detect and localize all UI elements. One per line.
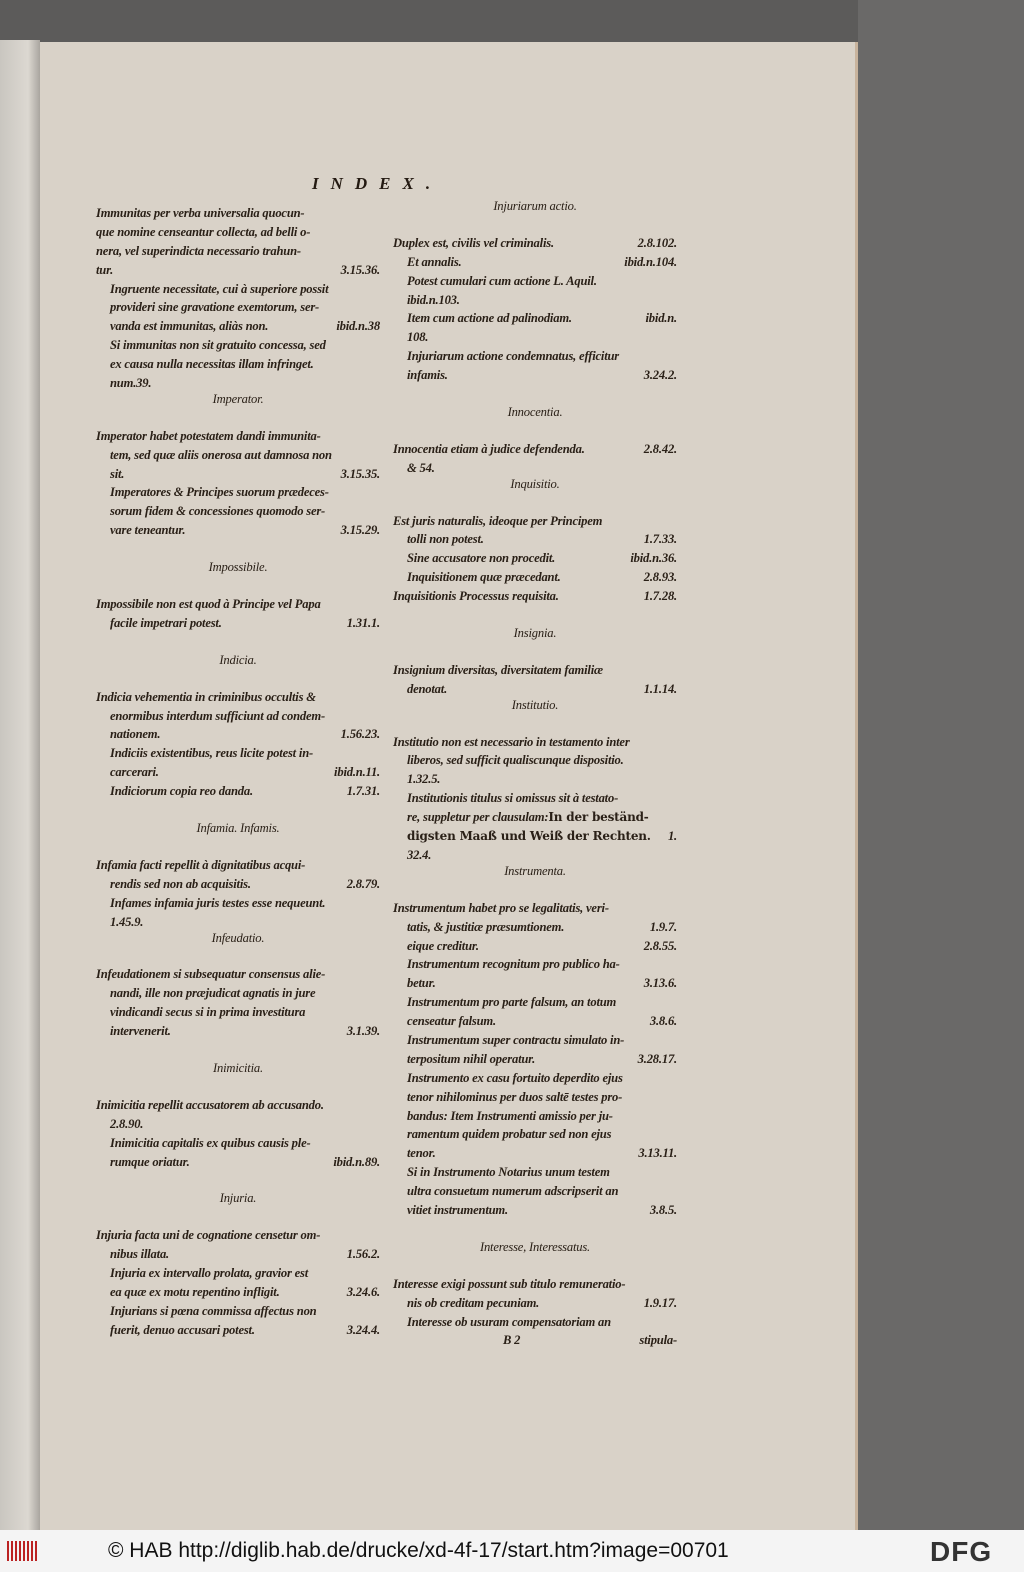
entry-reference: ibid.n.36.: [630, 551, 677, 566]
entry-reference: 1.56.2.: [346, 1247, 380, 1262]
index-entry-line: [393, 1012, 677, 1031]
entry-text: Interesse ob usuram compensatoriam an: [407, 1314, 611, 1329]
entry-text: Potest cumulari cum actione L. Aquil.: [407, 273, 597, 288]
index-entry-line: [393, 587, 677, 606]
index-entry-line: [96, 1264, 380, 1283]
entry-text: Est juris naturalis, ideoque per Principem: [393, 513, 603, 528]
entry-text: Imperatores & Principes suorum prædeces-: [110, 485, 329, 500]
entry-text: Inquisitionem quæ præcedant.: [407, 570, 561, 585]
index-entry-line: [96, 521, 380, 540]
entry-text: bandus: Item Instrumenti amissio per ju-: [407, 1108, 613, 1123]
index-entry-line: [96, 595, 380, 614]
entry-text: Indiciis existentibus, reus licite potest in-: [110, 746, 314, 761]
index-entry-line: [96, 242, 380, 261]
entry-text: Si immunitas non sit gratuito concessa, sed: [110, 338, 326, 353]
index-entry-line: [393, 808, 677, 827]
entry-text: 1.45.9.: [110, 914, 144, 929]
index-entry-line: [96, 782, 380, 801]
entry-text: vindicandi secus si in prima investitura: [110, 1005, 306, 1020]
index-heading: Infeudatio.: [211, 930, 265, 945]
index-entry-line: [393, 272, 677, 291]
index-entry-line: [393, 1275, 677, 1294]
index-entry-line: [96, 1115, 380, 1134]
index-entry-line: [393, 1182, 677, 1201]
entry-text: Inimicitia repellit accusatorem ab accusando.: [96, 1097, 324, 1112]
entry-text: Duplex est, civilis vel criminalis.: [393, 235, 554, 250]
index-entry-line: [96, 1153, 380, 1172]
index-entry-line: [96, 1134, 380, 1153]
entry-text: tolli non potest.: [407, 532, 484, 547]
index-entry-line: [96, 744, 380, 763]
entry-text: Infames infamia juris testes esse nequeunt.: [110, 895, 326, 910]
index-heading: Instrumenta.: [504, 863, 566, 878]
entry-text: Imperator habet potestatem dandi immunita-: [96, 428, 321, 443]
entry-reference: 3.24.4.: [346, 1322, 380, 1337]
entry-text: Ingruente necessitate, cui à superiore possit: [110, 281, 329, 296]
entry-text: ex causa nulla necessitas illam infringet.: [110, 357, 314, 372]
index-entry-line: [96, 913, 380, 932]
index-entry-line: [393, 661, 677, 680]
index-heading: Interesse, Interessatus.: [479, 1239, 591, 1254]
entry-text: ibid.n.103.: [407, 292, 460, 307]
entry-text: eique creditur.: [407, 938, 479, 953]
index-entry-line: [96, 336, 380, 355]
index-entry-line: [96, 427, 380, 446]
entry-text: nandi, ille non præjudicat agnatis in jure: [110, 986, 316, 1001]
entry-text: Impossibile non est quod à Principe vel Papa: [96, 597, 321, 612]
entry-text: & 54.: [407, 460, 435, 475]
entry-reference: 1.31.1.: [346, 615, 380, 630]
entry-reference: 1.9.17.: [643, 1295, 677, 1310]
entry-text: liberos, sed sufficit qualiscunque dispositio.: [407, 753, 624, 768]
index-entry-line: [393, 1088, 677, 1107]
entry-text: 32.4.: [407, 847, 432, 862]
hab-logo-icon: [6, 1538, 40, 1564]
index-entry-line: [96, 204, 380, 223]
index-entry-line: [393, 955, 677, 974]
index-heading: Imperator.: [212, 391, 264, 406]
entry-text: Instrumentum super contractu simulato in-: [407, 1032, 625, 1047]
entry-text: Institutio non est necessario in testamento inter: [393, 734, 630, 749]
entry-reference: 2.8.42.: [643, 441, 677, 456]
entry-text: 1.32.5.: [407, 772, 441, 787]
entry-reference: 1.1.14.: [643, 681, 677, 696]
page-signature-line: [393, 1331, 677, 1350]
entry-text: Instrumentum recognitum pro publico ha-: [407, 957, 620, 972]
entry-text: Injuriarum actione condemnatus, efficitur: [407, 349, 619, 364]
index-heading: Injuria.: [219, 1191, 257, 1206]
index-heading: Inimicitia.: [213, 1060, 263, 1075]
index-entry-line: [393, 530, 677, 549]
index-entry-line: [393, 328, 677, 347]
entry-text: censeatur falsum.: [407, 1014, 496, 1029]
index-entry-line: [393, 347, 677, 366]
index-entry-line: [393, 899, 677, 918]
footer-bar: [0, 1530, 1024, 1572]
entry-text: vitiet instrumentum.: [407, 1202, 508, 1217]
index-entry-line: [393, 937, 677, 956]
entry-text: enormibus interdum sufficiunt ad condem-: [110, 708, 325, 723]
entry-text: Sine accusatore non procedit.: [407, 551, 556, 566]
entry-text: nationem.: [110, 727, 161, 742]
dfg-logo: DFG: [930, 1536, 993, 1567]
entry-text: nis ob creditam pecuniam.: [407, 1295, 540, 1310]
index-entry-line: [96, 502, 380, 521]
index-entry-line: [393, 1050, 677, 1069]
index-entry-line: [393, 1294, 677, 1313]
entry-reference: 3.28.17.: [637, 1051, 677, 1066]
index-heading: Impossibile.: [208, 560, 268, 575]
index-entry-line: [96, 984, 380, 1003]
entry-text: facile impetrari potest.: [110, 615, 222, 630]
entry-reference: 1.7.33.: [643, 532, 677, 547]
entry-text: sorum fidem & concessiones quomodo ser-: [110, 504, 326, 519]
entry-reference: 3.15.29.: [340, 523, 380, 538]
blackletter-text: digsten Maaß und Weiß der Rechten.: [407, 829, 651, 844]
entry-text: Insignium diversitas, diversitatem familiæ: [393, 662, 603, 677]
entry-text: Innocentia etiam à judice defendenda.: [393, 441, 585, 456]
index-entry-line: [393, 440, 677, 459]
entry-reference: 2.8.55.: [643, 938, 677, 953]
entry-text: fuerit, denuo accusari potest.: [110, 1322, 255, 1337]
index-entry-line: [96, 1321, 380, 1340]
index-entry-line: [393, 512, 677, 531]
entry-text: Inquisitionis Processus requisita.: [393, 589, 559, 604]
entry-text: Instrumentum habet pro se legalitatis, veri-: [393, 900, 609, 915]
entry-reference: 3.13.11.: [638, 1146, 677, 1161]
entry-reference: 1.56.23.: [340, 727, 380, 742]
entry-text: denotat.: [407, 681, 448, 696]
index-entry-line: [393, 234, 677, 253]
entry-text: que nomine censeantur collecta, ad belli o-: [96, 224, 311, 239]
entry-text: infamis.: [407, 368, 448, 383]
index-entry-line: [96, 1302, 380, 1321]
entry-reference: ibid.n.38: [336, 319, 380, 334]
entry-reference: 1.: [667, 829, 677, 844]
index-entry-line: [96, 1226, 380, 1245]
index-entry-line: [96, 894, 380, 913]
entry-text: tatis, & justitiæ præsumtionem.: [407, 919, 565, 934]
index-entry-line: [96, 763, 380, 782]
entry-text: tem, sed quæ aliis onerosa aut damnosa non: [110, 447, 332, 462]
index-entry-line: [393, 680, 677, 699]
entry-reference: 1.9.7.: [649, 919, 677, 934]
entry-reference: 2.8.79.: [346, 876, 380, 891]
index-heading: Indicia.: [219, 652, 257, 667]
entry-text: rumque oriatur.: [110, 1154, 190, 1169]
index-entry-line: [393, 770, 677, 789]
entry-reference: 3.1.39.: [346, 1024, 380, 1039]
entry-text: vare teneantur.: [110, 523, 186, 538]
index-entry-line: [96, 374, 380, 393]
entry-text: provideri sine gravatione exemtorum, ser-: [110, 300, 320, 315]
left-column: [96, 204, 380, 1340]
index-entry-line: [96, 1022, 380, 1041]
index-entry-line: [96, 1096, 380, 1115]
index-entry-line: [96, 614, 380, 633]
index-entry-line: [96, 223, 380, 242]
index-entry-line: [96, 725, 380, 744]
entry-text: Injurians si pœna commissa affectus non: [110, 1303, 317, 1318]
blackletter-text: In der beständ-: [548, 810, 649, 825]
index-entry-line: [96, 688, 380, 707]
entry-text: Indiciorum copia reo danda.: [110, 784, 253, 799]
index-entry-line: [393, 549, 677, 568]
entry-reference: 3.8.6.: [649, 1014, 677, 1029]
entry-text: Interesse exigi possunt sub titulo remuneratio-: [393, 1276, 626, 1291]
index-entry-line: [393, 366, 677, 385]
index-entry-line: [96, 856, 380, 875]
index-entry-line: [96, 1283, 380, 1302]
entry-text: Si in Instrumento Notarius unum testem: [407, 1165, 610, 1180]
entry-text: carcerari.: [110, 765, 159, 780]
entry-text: tenor nihilominus per duos saltē testes pro-: [407, 1089, 623, 1104]
entry-text: tur.: [96, 262, 114, 277]
entry-text: Et annalis.: [407, 254, 462, 269]
index-entry-line: [393, 993, 677, 1012]
index-entry-line: [393, 846, 677, 865]
index-entry-line: [96, 298, 380, 317]
index-entry-line: [96, 446, 380, 465]
entry-text: re, suppletur per clausulam:: [407, 810, 549, 825]
index-entry-line: [96, 965, 380, 984]
right-column: [393, 200, 677, 1350]
entry-text: num.39.: [110, 376, 152, 391]
index-entry-line: [393, 974, 677, 993]
entry-text: vanda est immunitas, aliàs non.: [110, 319, 269, 334]
copyright-link[interactable]: © HAB http://diglib.hab.de/drucke/xd-4f-17/start.htm?image=00701: [108, 1539, 729, 1562]
index-entry-line: [393, 1107, 677, 1126]
index-heading: Insignia.: [513, 626, 557, 641]
index-heading: Injuriarum actio.: [493, 199, 577, 213]
index-entry-line: [393, 827, 677, 846]
entry-text: terpositum nihil operatur.: [407, 1051, 536, 1066]
index-entry-line: [96, 483, 380, 502]
index-entry-line: [393, 253, 677, 272]
index-heading: Infamia. Infamis.: [196, 821, 280, 836]
index-entry-line: [96, 707, 380, 726]
index-entry-line: [393, 568, 677, 587]
index-entry-line: [393, 789, 677, 808]
index-entry-line: [393, 1313, 677, 1332]
entry-reference: 3.13.6.: [643, 976, 677, 991]
entry-reference: ibid.n.11.: [334, 765, 380, 780]
catchword: stipula-: [639, 1333, 677, 1348]
index-entry-line: [393, 1163, 677, 1182]
entry-reference: ibid.n.89.: [333, 1154, 380, 1169]
entry-text: ea quæ ex motu repentino infligit.: [110, 1284, 280, 1299]
entry-reference: 2.8.102.: [637, 235, 677, 250]
entry-text: Instrumentum pro parte falsum, an totum: [407, 995, 617, 1010]
entry-text: nera, vel superindicta necessario trahun-: [96, 243, 301, 258]
entry-reference: 1.7.28.: [643, 589, 677, 604]
entry-text: Institutionis titulus si omissus sit à testato-: [407, 791, 619, 806]
entry-text: Immunitas per verba universalia quocun-: [96, 206, 305, 220]
index-entry-line: [393, 1069, 677, 1088]
index-entry-line: [393, 1125, 677, 1144]
entry-text: Instrumento ex casu fortuito deperdito ejus: [407, 1070, 623, 1085]
index-heading: Inquisitio.: [510, 476, 560, 491]
entry-text: ramentum quidem probatur sed non ejus: [407, 1127, 612, 1142]
entry-text: 2.8.90.: [110, 1116, 144, 1131]
entry-reference: 3.24.2.: [643, 368, 677, 383]
entry-text: Infamia facti repellit à dignitatibus acqui-: [96, 857, 306, 872]
entry-text: Inimicitia capitalis ex quibus causis ple-: [110, 1135, 311, 1150]
index-entry-line: [393, 459, 677, 478]
entry-reference: 2.8.93.: [643, 570, 677, 585]
index-entry-line: [393, 1201, 677, 1220]
page-header: INDEX.: [312, 174, 443, 193]
entry-text: ultra consuetum numerum adscripserit an: [407, 1184, 619, 1199]
entry-text: tenor.: [407, 1146, 436, 1161]
index-entry-line: [96, 1245, 380, 1264]
entry-text: Injuria ex intervallo prolata, gravior est: [110, 1266, 309, 1281]
entry-reference: ibid.n.104.: [624, 254, 677, 269]
entry-text: Infeudationem si subsequatur consensus alie-: [96, 967, 326, 982]
entry-reference: 3.8.5.: [649, 1202, 677, 1217]
index-entry-line: [96, 355, 380, 374]
index-entry-line: [96, 875, 380, 894]
index-entry-line: [96, 1003, 380, 1022]
index-entry-line: [96, 280, 380, 299]
index-entry-line: [393, 1031, 677, 1050]
signature-mark: B 2: [503, 1333, 521, 1348]
previous-page-edge: [0, 40, 40, 1530]
entry-text: nibus illata.: [110, 1247, 169, 1262]
index-entry-line: [96, 465, 380, 484]
scan-background: [858, 0, 1024, 1530]
entry-text: sit.: [110, 466, 125, 481]
index-entry-line: [393, 1144, 677, 1163]
entry-text: rendis sed non ab acquisitis.: [110, 876, 251, 891]
index-heading: Institutio.: [511, 697, 559, 712]
entry-reference: 3.15.36.: [340, 262, 380, 277]
entry-text: 108.: [407, 330, 429, 345]
index-entry-line: [393, 309, 677, 328]
index-entry-line: [393, 733, 677, 752]
index-entry-line: [96, 317, 380, 336]
index-entry-line: [96, 261, 380, 280]
index-entry-line: [393, 291, 677, 310]
entry-text: betur.: [407, 976, 436, 991]
entry-reference: 3.15.35.: [340, 466, 380, 481]
entry-reference: 3.24.6.: [346, 1284, 380, 1299]
index-heading: Innocentia.: [507, 405, 563, 420]
entry-text: Indicia vehementia in criminibus occultis &: [96, 689, 316, 704]
index-entry-line: [393, 918, 677, 937]
index-entry-line: [393, 751, 677, 770]
entry-text: intervenerit.: [110, 1024, 171, 1039]
entry-reference: ibid.n.: [645, 311, 677, 326]
entry-text: Injuria facta uni de cognatione censetur om-: [96, 1228, 321, 1243]
entry-text: Item cum actione ad palinodiam.: [407, 311, 572, 326]
entry-reference: 1.7.31.: [346, 784, 380, 799]
